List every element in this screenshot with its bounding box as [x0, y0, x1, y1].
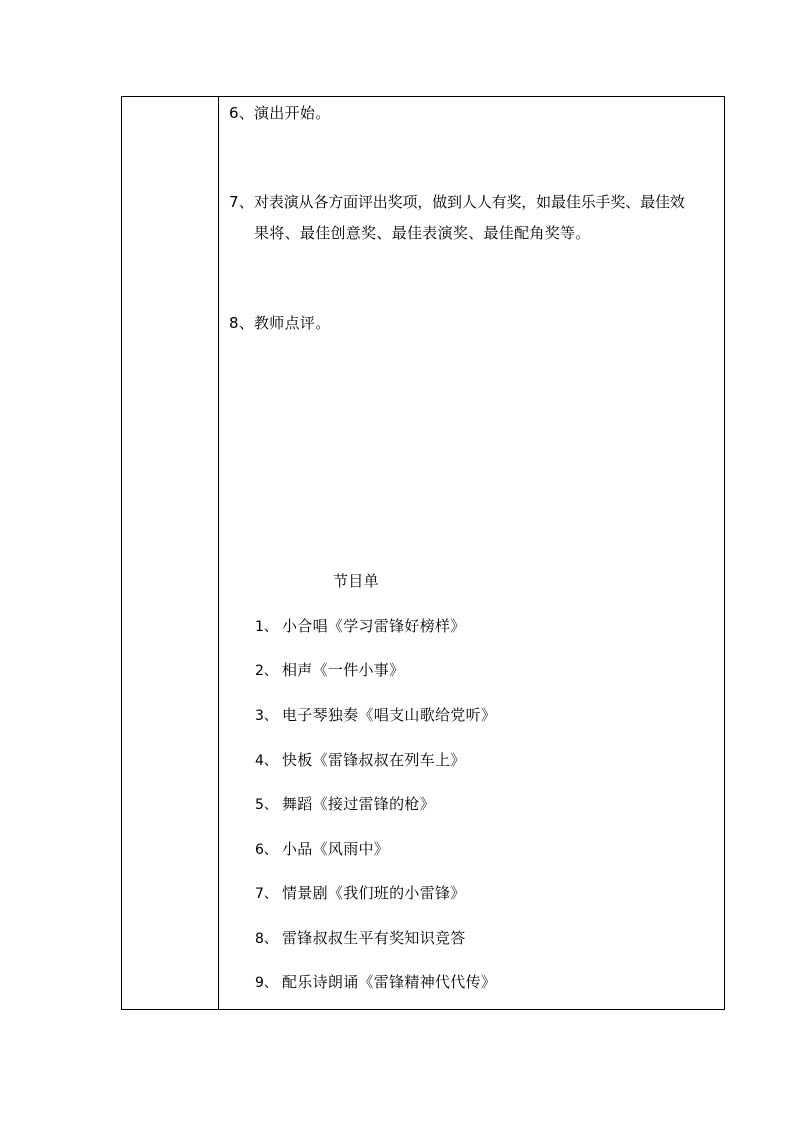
step-8-text: 教师点评。 — [254, 314, 331, 332]
step-8-number: 8、 — [229, 314, 255, 332]
program-item-text: 快板《雷锋叔叔在列车上》 — [282, 751, 466, 769]
program-item-number: 9、 — [255, 975, 278, 991]
program-item-text: 电子琴独奏《唱支山歌给党听》 — [282, 706, 497, 724]
program-item-text: 情景剧《我们班的小雷锋》 — [282, 884, 466, 902]
left-label-cell — [122, 97, 218, 1009]
program-item-text: 配乐诗朗诵《雷锋精神代代传》 — [282, 973, 497, 991]
step-7-text-line2: 果将、最佳创意奖、最佳表演奖、最佳配角奖等。 — [254, 224, 591, 242]
program-item-text: 小合唱《学习雷锋好榜样》 — [282, 617, 466, 635]
step-7-text-line1: 对表演从各方面评出奖项，做到人人有奖，如最佳乐手奖、最佳效 — [254, 193, 685, 211]
program-item-text: 雷锋叔叔生平有奖知识竞答 — [282, 929, 466, 947]
program-item-number: 7、 — [255, 886, 278, 902]
program-item-text: 舞蹈《接过雷锋的枪》 — [282, 795, 436, 813]
program-item-text: 小品《风雨中》 — [282, 840, 390, 858]
program-item-number: 5、 — [255, 797, 278, 813]
program-item-number: 8、 — [255, 931, 278, 947]
program-item-text: 相声《一件小事》 — [282, 661, 405, 679]
program-item-number: 6、 — [255, 842, 278, 858]
step-7-number: 7、 — [229, 193, 255, 211]
program-item-number: 3、 — [255, 708, 278, 724]
column-divider — [218, 97, 219, 1009]
program-title: 节目单 — [333, 572, 379, 590]
step-6-number: 6、 — [229, 104, 255, 122]
program-item-number: 2、 — [255, 663, 278, 679]
program-item-number: 1、 — [255, 619, 278, 635]
program-item-number: 4、 — [255, 753, 278, 769]
step-6-text: 演出开始。 — [254, 104, 331, 122]
